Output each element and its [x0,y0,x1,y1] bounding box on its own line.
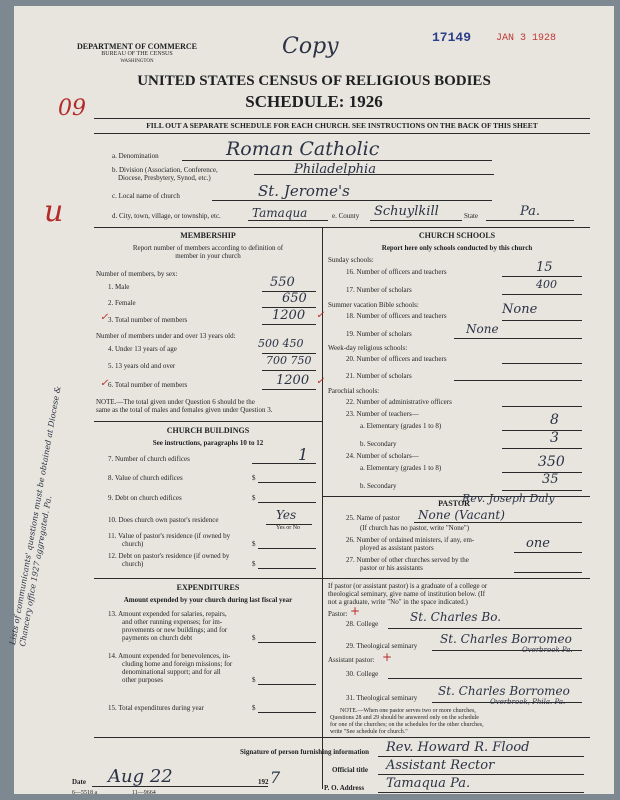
form-code: 6—5518 a [72,790,98,796]
schools-sub: Report here only schools conducted by this church [381,244,533,252]
row-26-label [346,536,474,552]
parochial-heading: Parochial schools: [328,387,380,395]
row-31-value: St. Charles Borromeo [438,684,570,698]
date-value: Aug 22 [108,766,173,787]
row-13-dollar: $ [252,634,256,642]
row-3-label: 3. Total number of members [108,316,188,324]
pastor-note-4: write "See schedule for church." [330,729,408,735]
row-24-label: 24. Number of scholars— [346,452,419,460]
row-20-label: 20. Number of officers and teachers [346,355,447,363]
row-14-label [108,652,232,684]
stamp-number: 17149 [432,30,472,45]
row-9-dollar: $ [252,494,256,502]
row-25-label: 25. Name of pastor [346,514,400,522]
division-value: Philadelphia [294,162,376,177]
city-value: Tamaqua [252,206,308,220]
stamp-date: JAN 3 1928 [496,33,557,44]
membership-intro-1: Report number of members according to definition of [132,244,284,252]
sunday-heading: Sunday schools: [328,256,374,264]
row-11-label-2: church) [122,540,144,548]
address-value: Tamaqua Pa. [386,776,471,791]
form-code-2: 11—9664 [132,790,156,796]
row-23b-value: 3 [550,430,559,446]
row-5-value: 700 750 [266,354,312,367]
row-26-label-2: ployed as assistant pastors [360,544,434,552]
row-5-label: 5. 13 years old and over [108,362,176,370]
row-29-value-2: Overbrook Pa. [522,646,573,654]
state-value: Pa. [520,204,541,219]
graduate-info [328,582,487,606]
row-6-label: 6. Total number of members [108,381,188,389]
membership-note [96,398,273,414]
margin-note: Lists of communicants' questions must be obtained at Diocese & Chancery office 1927 aggregated. Pa. [8,385,63,648]
expenditures-heading: EXPENDITURES [176,583,240,592]
row-7-label: 7. Number of church edifices [108,455,190,463]
check-mark: ✓ [316,310,325,321]
buildings-heading: CHURCH BUILDINGS [166,426,250,435]
row-9-label: 9. Debt on church edifices [108,494,182,502]
assistant-sublabel: Assistant pastor: [328,656,375,664]
local-name-label: c. Local name of church [112,192,180,200]
margin-number: 09 [58,96,86,121]
row-24b-label: b. Secondary [360,482,397,490]
dept-line-2: BUREAU OF THE CENSUS [101,51,173,57]
division-label [112,166,218,182]
form-subtitle: SCHEDULE: 1926 [245,92,383,111]
row-25-value: Rev. Joseph Daly [462,492,555,505]
row-29-label: 29. Theological seminary [346,642,418,650]
row-28-value: St. Charles Bo. [410,610,502,624]
row-23a-value: 8 [550,412,559,428]
signature-value: Rev. Howard R. Flood [386,740,530,755]
schools-heading: CHURCH SCHOOLS [418,231,496,240]
official-title-label: Official title [332,766,368,774]
row-17-label: 17. Number of scholars [346,286,412,294]
date-label: Date [72,778,86,786]
membership-intro-2: member in your church [175,252,241,260]
row-4-value: 500 450 [258,337,304,350]
row-13-label-3: provements or new buildings; and for [122,626,228,634]
expenditures-sub: Amount expended by your church during last fiscal year [123,596,293,604]
row-25-value-2: None (Vacant) [418,508,505,522]
local-name-value: St. Jerome's [258,182,350,200]
row-6-value: 1200 [276,373,310,388]
row-19-label: 19. Number of scholars [346,330,412,338]
row-17-value: 400 [536,278,557,291]
row-2-value: 650 [282,291,307,306]
instruction-line: FILL OUT A SEPARATE SCHEDULE FOR EACH CHURCH. SEE INSTRUCTIONS ON THE BACK OF THIS SHEET [146,121,538,130]
buildings-sub: See instructions, paragraphs 10 to 12 [152,439,264,447]
row-13-label-1: 13. Amount expended for salaries, repairs, [108,610,227,618]
department-heading [52,42,222,65]
row-24a-value: 350 [538,454,565,470]
row-10-label: 10. Does church own pastor's residence [108,516,219,524]
state-label: State [464,212,478,220]
form-title: UNITED STATES CENSUS OF RELIGIOUS BODIES [137,73,491,89]
year-prefix: 192 [258,778,269,786]
check-mark: ✓ [316,376,325,387]
copy-annotation: Copy [282,34,339,59]
row-11-label-1: 11. Value of pastor's residence (if owned by [108,532,231,540]
row-13-label [108,610,227,642]
check-mark: ✓ [100,312,109,323]
weekday-heading: Week-day religious schools: [328,344,408,352]
row-14-label-1: 14. Amount expended for benevolences, in- [108,652,231,660]
row-11-dollar: $ [252,540,256,548]
row-29-value: St. Charles Borromeo [440,632,572,646]
row-23a-label: a. Elementary (grades 1 to 8) [360,422,442,430]
row-2-label: 2. Female [108,299,136,307]
pastor-heading: PASTOR [438,499,470,508]
row-30-label: 30. College [346,670,379,678]
row-14-dollar: $ [252,676,256,684]
signature-label: Signature of person furnishing information [240,748,369,756]
city-label: d. City, town, village, or township, etc. [112,212,221,220]
dept-line-1: DEPARTMENT OF COMMERCE [76,42,197,51]
row-31-value-2: Overbrook, Phila. Pa. [490,698,566,706]
row-31-label: 31. Theological seminary [346,694,418,702]
row-15-label: 15. Total expenditures during year [108,704,204,712]
pastor-sublabel: Pastor: [328,610,348,618]
row-15-dollar: $ [252,704,256,712]
row-14-label-2: cluding home and foreign missions; for [122,660,233,668]
row-16-value: 15 [536,260,553,275]
row-26-label-1: 26. Number of ordained ministers, if any, em- [346,536,475,544]
pastor-note-1: NOTE.—When one pastor serves two or more churches, [340,708,476,714]
membership-note-2: same as the total of males and females given under Question 3. [96,406,273,414]
address-label: P. O. Address [324,784,365,792]
age-heading: Number of members under and over 13 years old: [96,332,236,340]
row-4-label: 4. Under 13 years of age [108,345,177,353]
row-24b-value: 35 [542,472,559,487]
denomination-label: a. Denomination [112,152,159,160]
row-1-value: 550 [270,275,295,290]
dept-line-3: WASHINGTON [120,59,154,64]
row-18-value: None [502,302,538,317]
row-23-label: 23. Number of teachers— [346,410,419,418]
row-10-value: Yes [276,508,297,522]
pastor-note [330,708,484,736]
row-14-label-3: denominational support; and for all [122,668,221,676]
row-19-value: None [466,322,499,336]
official-title-value: Assistant Rector [386,758,495,773]
assistant-check: + [382,650,393,664]
row-26-value: one [526,536,550,551]
row-10-note: Yes or No [276,525,301,531]
row-25-note: (If church has no pastor, write "None") [360,524,470,532]
row-8-dollar: $ [252,474,256,482]
row-14-label-4: other purposes [122,676,164,684]
division-label-line1: b. Division (Association, Conference, [112,166,218,174]
check-mark: ✓ [100,378,109,389]
county-value: Schuylkill [374,204,439,219]
vacation-heading: Summer vacation Bible schools: [328,301,419,309]
row-13-label-4: payments on church debt [122,634,193,642]
graduate-info-2: theological seminary, give name of institution below. (If [328,590,486,598]
pastor-note-3: for one of the churches; on the schedules for the other churches, [330,722,484,728]
membership-intro [94,244,322,260]
membership-heading: MEMBERSHIP [180,231,236,240]
census-schedule-sheet [8,6,614,796]
row-12-label [108,552,229,568]
row-12-label-1: 12. Debt on pastor's residence (if owned by [108,552,230,560]
year-digit: 7 [270,768,281,787]
pastor-note-2: Questions 28 and 29 should be answered only on the schedule [330,715,479,721]
row-12-label-2: church) [122,560,144,568]
row-27-label-1: 27. Number of other churches served by the [346,556,469,564]
row-12-dollar: $ [252,560,256,568]
row-24a-label: a. Elementary (grades 1 to 8) [360,464,442,472]
row-28-label: 28. College [346,620,379,628]
row-1-label: 1. Male [108,283,130,291]
pastor-check: + [350,604,361,618]
row-7-value: 1 [298,445,309,464]
county-label: e. County [332,212,360,220]
denomination-value: Roman Catholic [226,138,380,160]
row-16-label: 16. Number of officers and teachers [346,268,447,276]
graduate-info-3: not a graduate, write "No" in the space indicated.) [328,598,468,606]
row-13-label-2: and other running expenses; for im- [122,618,223,626]
membership-note-1: NOTE.—The total given under Question 6 should be the [96,398,255,406]
graduate-info-1: If pastor (or assistant pastor) is a graduate of a college or [328,582,488,590]
sex-heading: Number of members, by sex: [96,270,178,278]
margin-mark: u [44,194,64,229]
row-18-label: 18. Number of officers and teachers [346,312,447,320]
row-23b-label: b. Secondary [360,440,397,448]
row-11-label [108,532,230,548]
row-21-label: 21. Number of scholars [346,372,412,380]
row-27-label-2: pastor or his assistants [360,564,423,572]
row-3-value: 1200 [272,308,306,323]
row-8-label: 8. Value of church edifices [108,474,183,482]
row-27-label [346,556,469,572]
row-22-label: 22. Number of administrative officers [346,398,452,406]
division-label-line2: Diocese, Presbytery, Synod, etc.) [118,174,211,182]
